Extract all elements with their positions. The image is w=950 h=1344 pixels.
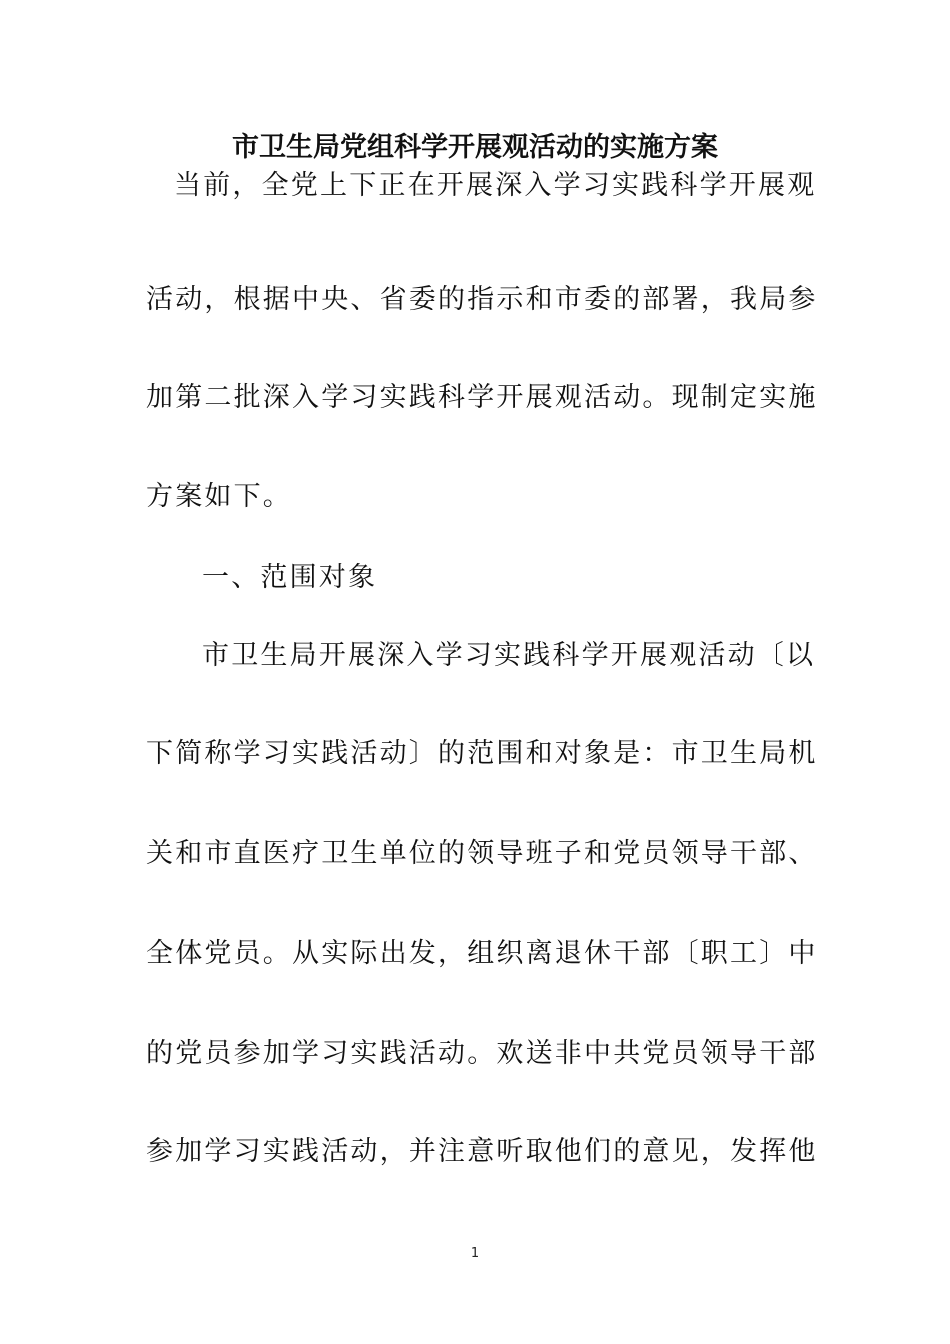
paragraph-line-3: 加第二批深入学习实践科学开展观活动。现制定实施 (146, 382, 818, 413)
section-heading: 一、范围对象 (202, 562, 378, 593)
paragraph-line-1: 当前，全党上下正在开展深入学习实践科学开展观 (174, 170, 817, 201)
paragraph-line-8: 全体党员。从实际出发，组织离退休干部〔职工〕中 (146, 938, 818, 969)
paragraph-line-7: 关和市直医疗卫生单位的领导班子和党员领导干部、 (146, 838, 818, 869)
page-number: 1 (470, 1246, 480, 1261)
paragraph-line-10: 参加学习实践活动，并注意听取他们的意见，发挥他 (146, 1136, 818, 1167)
paragraph-line-4: 方案如下。 (146, 481, 292, 512)
paragraph-line-2: 活动，根据中央、省委的指示和市委的部署，我局参 (146, 284, 818, 315)
paragraph-line-5: 市卫生局开展深入学习实践科学开展观活动〔以 (202, 640, 816, 671)
document-title: 市卫生局党组科学开展观活动的实施方案 (232, 132, 718, 163)
paragraph-line-9: 的党员参加学习实践活动。欢送非中共党员领导干部 (146, 1038, 818, 1069)
paragraph-line-6: 下简称学习实践活动〕的范围和对象是：市卫生局机 (146, 738, 818, 769)
